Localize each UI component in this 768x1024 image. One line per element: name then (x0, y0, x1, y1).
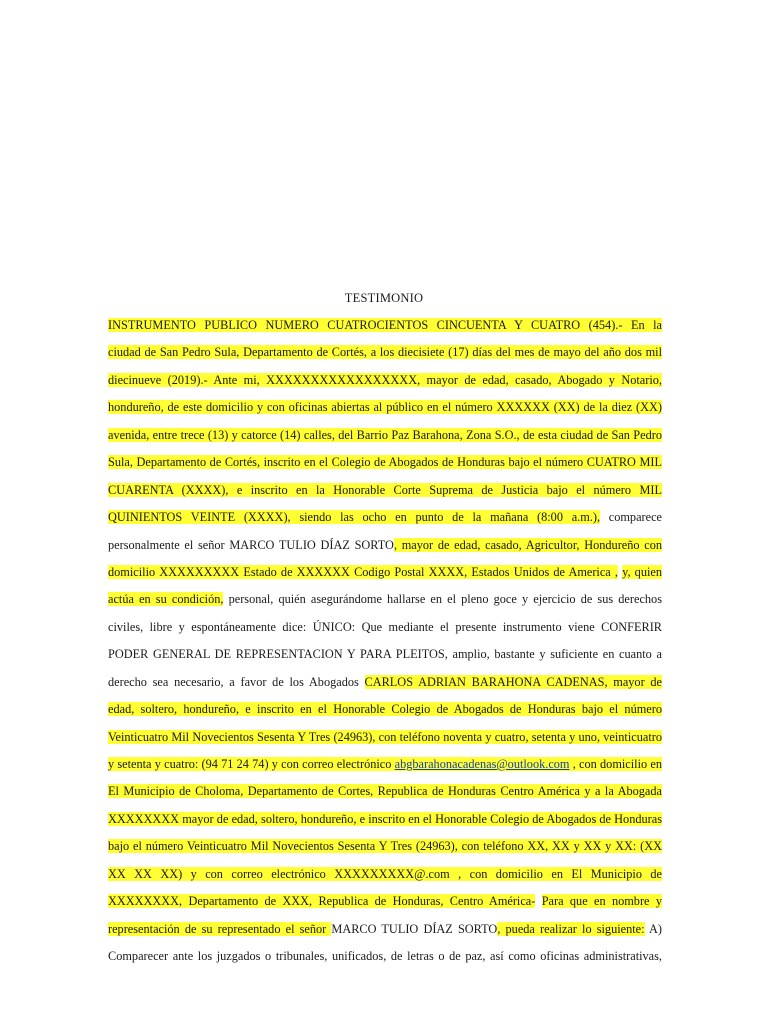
text-line (108, 427, 662, 454)
text-segment: civiles, libre y espontáneamente dice: ÚNICO: Que mediante el presente instrumento viene CONFERIR (108, 619, 662, 634)
text-line (108, 921, 662, 948)
text-line (108, 537, 662, 564)
text-line (108, 564, 662, 591)
text-line (108, 811, 662, 838)
text-line (108, 948, 662, 975)
highlighted-text: hondureño, de este domicilio y con oficinas abiertas al público en el número XXXXXX (XX) de la diez (XX) (108, 400, 662, 415)
highlighted-text: Veinticuatro Mil Novecientos Sesenta Y Tres (24963), con teléfono noventa y cuatro, setenta y uno, veinticuatro (108, 729, 662, 744)
highlighted-text: XX XX XX) y con correo electrónico XXXXXXXXX@.com , con domicilio en El Municipio de (108, 866, 662, 881)
text-line (108, 838, 662, 865)
highlighted-text: , con domicilio en (569, 757, 662, 771)
text-line (108, 674, 662, 701)
document-title: TESTIMONIO (344, 291, 424, 305)
highlighted-text: bajo el número Veinticuatro Mil Novecientos Sesenta Y Tres (24963), con teléfono XX, XX y XX y XX: (XX (108, 839, 662, 854)
text-line (108, 372, 662, 399)
highlighted-text: diecinueve (2019).- Ante mi, XXXXXXXXXXXXXXXXX, mayor de edad, casado, Abogado y Notario, (108, 372, 662, 387)
highlighted-text: QUINIENTOS VEINTE (XXXX), siendo las ocho en punto de la mañana (8:00 a.m.), (108, 510, 601, 525)
text-segment: Comparecer ante los juzgados o tribunales, unificados, de letras o de paz, así como oficinas administrativas, (108, 949, 662, 964)
highlighted-text: y, quien (622, 564, 662, 579)
text-line (108, 756, 662, 783)
highlighted-text: , mayor de edad, casado, Agricultor, Hondureño con (393, 537, 662, 552)
email-link[interactable]: abgbarahonacadenas@outlook.com (394, 757, 570, 771)
text-segment: personal, quién asegurándome hallarse en el pleno goce y ejercicio de sus derechos (223, 592, 662, 607)
text-segment: A) (644, 921, 662, 936)
text-segment: MARCO TULIO DÍAZ SORTO (331, 921, 498, 936)
text-segment (535, 894, 541, 908)
text-line (108, 454, 662, 481)
text-segment: personalmente el señor MARCO TULIO DÍAZ SORTO (108, 537, 394, 552)
highlighted-text: , pueda realizar lo siguiente: (497, 921, 645, 936)
text-line (108, 482, 662, 509)
highlighted-text: El Municipio de Choloma, Departamento de Cortes, Republica de Honduras Centro América y a la Abogada (108, 784, 662, 799)
document-body (108, 317, 662, 976)
highlighted-text: representación de su representado el señor (108, 921, 332, 936)
highlighted-text: Para que en nombre y (541, 894, 662, 909)
highlighted-text: actúa en su condición, (108, 592, 224, 607)
text-line (108, 893, 662, 920)
text-line (108, 701, 662, 728)
text-segment: PODER GENERAL DE REPRESENTACION Y PARA PLEITOS, amplio, bastante y suficiente en cuanto a (108, 647, 662, 662)
text-line (108, 509, 662, 536)
highlighted-text: edad, soltero, hondureño, e inscrito en el Honorable Colegio de Abogados de Honduras bajo el número (108, 702, 662, 717)
text-line (108, 729, 662, 756)
highlighted-text: ciudad de San Pedro Sula, Departamento de Cortés, a los diecisiete (17) días del mes de mayo del año dos mil (108, 345, 662, 360)
text-line (108, 399, 662, 426)
text-segment: derecho sea necesario, a favor de los Abogados (108, 674, 365, 689)
text-line (108, 591, 662, 618)
highlighted-text: y setenta y cuatro: (94 71 24 74) y con correo electrónico (108, 757, 395, 771)
highlighted-text: domicilio XXXXXXXXX Estado de XXXXXX Codigo Postal XXXX, Estados Unidos de America , (108, 564, 618, 579)
highlighted-text: XXXXXXXX, Departamento de XXX, Republica de Honduras, Centro América- (108, 894, 536, 909)
text-line (108, 783, 662, 810)
text-line (108, 866, 662, 893)
highlighted-text: CARLOS ADRIAN BARAHONA CADENAS, mayor de (364, 674, 662, 689)
text-segment: comparece (600, 510, 662, 525)
highlighted-text: CUARENTA (XXXX), e inscrito en la Honorable Corte Suprema de Justicia bajo el número MIL (108, 482, 662, 497)
highlighted-text: avenida, entre trece (13) y catorce (14) calles, del Barrio Paz Barahona, Zona S.O., de esta ciudad de San Pedro (108, 427, 662, 442)
highlighted-text: INSTRUMENTO PUBLICO NUMERO CUATROCIENTOS CINCUENTA Y CUATRO (454).- En la (108, 318, 662, 332)
text-line (108, 344, 662, 371)
text-line (108, 317, 662, 344)
highlighted-text: Sula, Departamento de Cortés, inscrito en el Colegio de Abogados de Honduras bajo el número CUATRO MIL (108, 455, 662, 470)
highlighted-text: XXXXXXXX mayor de edad, soltero, hondureño, e inscrito en el Honorable Colegio de Abogados de Honduras (108, 811, 662, 826)
text-line (108, 619, 662, 646)
text-line (108, 646, 662, 673)
